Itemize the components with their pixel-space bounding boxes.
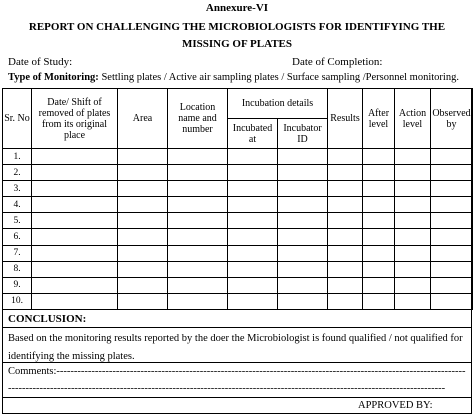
table-cell[interactable] (32, 261, 118, 277)
table-row (3, 165, 473, 181)
table-cell[interactable] (32, 165, 118, 181)
row-number: 10. (3, 293, 32, 309)
table-row (3, 245, 473, 261)
table-cell[interactable] (328, 165, 363, 181)
table-cell[interactable] (328, 197, 363, 213)
table-cell[interactable] (278, 165, 328, 181)
date-of-completion-label: Date of Completion: (292, 56, 383, 68)
monitoring-type-label: Type of Monitoring: (8, 72, 99, 83)
table-cell[interactable] (278, 181, 328, 197)
row-number: 9. (3, 277, 32, 293)
table-cell[interactable] (32, 229, 118, 245)
table-cell[interactable] (395, 293, 431, 309)
table-cell[interactable] (168, 213, 228, 229)
header-action-level: Action level (395, 89, 431, 149)
table-cell[interactable] (431, 293, 473, 309)
header-incubated-at: Incubated at (228, 119, 278, 149)
table-cell[interactable] (228, 261, 278, 277)
row-number: 7. (3, 245, 32, 261)
table-cell[interactable] (168, 261, 228, 277)
table-cell[interactable] (328, 261, 363, 277)
table-cell[interactable] (395, 277, 431, 293)
table-cell[interactable] (228, 277, 278, 293)
table-row (3, 277, 473, 293)
table-cell[interactable] (168, 165, 228, 181)
table-cell[interactable] (118, 229, 168, 245)
header-date-shift: Date/ Shift of removed of plates from its original place (32, 89, 118, 149)
conclusion-text: Based on the monitoring results reported by the doer the Microbiologist is found qualified / not qualified for identifying the missing plates. (8, 333, 463, 362)
table-cell[interactable] (168, 245, 228, 261)
row-number: 4. (3, 197, 32, 213)
date-of-study-label: Date of Study: (8, 56, 73, 68)
table-cell[interactable] (32, 197, 118, 213)
conclusion-label: CONCLUSION: (8, 313, 87, 325)
table-cell[interactable] (228, 165, 278, 181)
table-cell[interactable] (228, 245, 278, 261)
comments-line-2: ----------------------------------------------------------------------------------------------------------------------------- (8, 383, 446, 394)
table-cell[interactable] (32, 213, 118, 229)
table-cell[interactable] (363, 197, 395, 213)
table-cell[interactable] (328, 277, 363, 293)
table-cell[interactable] (118, 197, 168, 213)
table-cell[interactable] (118, 277, 168, 293)
table-row (3, 181, 473, 197)
table-cell[interactable] (431, 229, 473, 245)
table-cell[interactable] (431, 165, 473, 181)
row-number: 3. (3, 181, 32, 197)
table-cell[interactable] (363, 149, 395, 165)
header-incubator-id: Incubator ID (278, 119, 328, 149)
table-cell[interactable] (395, 181, 431, 197)
table-cell[interactable] (431, 181, 473, 197)
row-number: 6. (3, 229, 32, 245)
divider-line (2, 327, 472, 328)
header-after-level: After level (363, 89, 395, 149)
table-cell[interactable] (228, 197, 278, 213)
header-incubation-details: Incubation details (228, 89, 328, 119)
table-cell[interactable] (32, 149, 118, 165)
header-area: Area (118, 89, 168, 149)
report-title: REPORT ON CHALLENGING THE MICROBIOLOGISTS FOR IDENTIFYING THE MISSING OF PLATES (28, 21, 446, 50)
table-cell[interactable] (32, 293, 118, 309)
table-cell[interactable] (363, 165, 395, 181)
table-row (3, 261, 473, 277)
table-cell[interactable] (395, 213, 431, 229)
annexure-label: Annexure-VI (205, 2, 269, 14)
table-cell[interactable] (278, 245, 328, 261)
row-number: 5. (3, 213, 32, 229)
table-cell[interactable] (168, 181, 228, 197)
table-row (3, 149, 473, 165)
header-results: Results (328, 89, 363, 149)
table-cell[interactable] (431, 197, 473, 213)
table-cell[interactable] (395, 229, 431, 245)
table-cell[interactable] (395, 149, 431, 165)
table-cell[interactable] (363, 293, 395, 309)
row-number: 2. (3, 165, 32, 181)
table-cell[interactable] (168, 197, 228, 213)
table-cell[interactable] (278, 213, 328, 229)
table-cell[interactable] (168, 149, 228, 165)
table-cell[interactable] (118, 165, 168, 181)
header-sr-no: Sr. No (3, 89, 32, 149)
table-cell[interactable] (431, 261, 473, 277)
table-cell[interactable] (395, 261, 431, 277)
table-cell[interactable] (278, 293, 328, 309)
table-cell[interactable] (168, 293, 228, 309)
monitoring-type-options: Settling plates / Active air sampling plates / Surface sampling /Personnel monitoring. (98, 72, 459, 83)
table-cell[interactable] (363, 245, 395, 261)
table-cell[interactable] (228, 149, 278, 165)
table-cell[interactable] (228, 181, 278, 197)
divider-line (2, 397, 472, 398)
table-cell[interactable] (118, 261, 168, 277)
table-cell[interactable] (118, 149, 168, 165)
table-cell[interactable] (228, 213, 278, 229)
table-cell[interactable] (363, 213, 395, 229)
table-cell[interactable] (431, 213, 473, 229)
table-row (3, 197, 473, 213)
table-cell[interactable] (395, 165, 431, 181)
table-cell[interactable] (278, 277, 328, 293)
table-row (3, 229, 473, 245)
row-number: 8. (3, 261, 32, 277)
table-cell[interactable] (328, 149, 363, 165)
table-cell[interactable] (363, 229, 395, 245)
header-location: Location name and number (168, 89, 228, 149)
table-cell[interactable] (395, 245, 431, 261)
table-cell[interactable] (32, 181, 118, 197)
table-cell[interactable] (395, 197, 431, 213)
table-cell[interactable] (228, 229, 278, 245)
comments-line: Comments:--------------------------------------------------------------------------------------------------------------------- (8, 366, 466, 377)
table-row (3, 293, 473, 309)
table-cell[interactable] (328, 213, 363, 229)
plates-table (2, 88, 473, 310)
table-row (3, 213, 473, 229)
table-cell[interactable] (328, 293, 363, 309)
table-cell[interactable] (431, 245, 473, 261)
table-cell[interactable] (278, 261, 328, 277)
divider-line (2, 362, 472, 363)
table-cell[interactable] (431, 149, 473, 165)
header-observed-by: Observed by (431, 89, 473, 149)
table-cell[interactable] (363, 261, 395, 277)
table-cell[interactable] (431, 277, 473, 293)
table-cell[interactable] (228, 293, 278, 309)
approved-by-label: APPROVED BY: (358, 400, 433, 411)
table-cell[interactable] (118, 213, 168, 229)
table-cell[interactable] (32, 245, 118, 261)
table-cell[interactable] (168, 229, 228, 245)
table-cell[interactable] (118, 293, 168, 309)
table-cell[interactable] (363, 277, 395, 293)
table-cell[interactable] (168, 277, 228, 293)
table-cell[interactable] (363, 181, 395, 197)
table-cell[interactable] (328, 245, 363, 261)
row-number: 1. (3, 149, 32, 165)
table-cell[interactable] (278, 149, 328, 165)
table-cell[interactable] (278, 229, 328, 245)
table-cell[interactable] (32, 277, 118, 293)
monitoring-type-line (8, 72, 474, 83)
table-cell[interactable] (118, 181, 168, 197)
table-cell[interactable] (278, 197, 328, 213)
table-cell[interactable] (328, 229, 363, 245)
table-cell[interactable] (328, 181, 363, 197)
table-cell[interactable] (118, 245, 168, 261)
